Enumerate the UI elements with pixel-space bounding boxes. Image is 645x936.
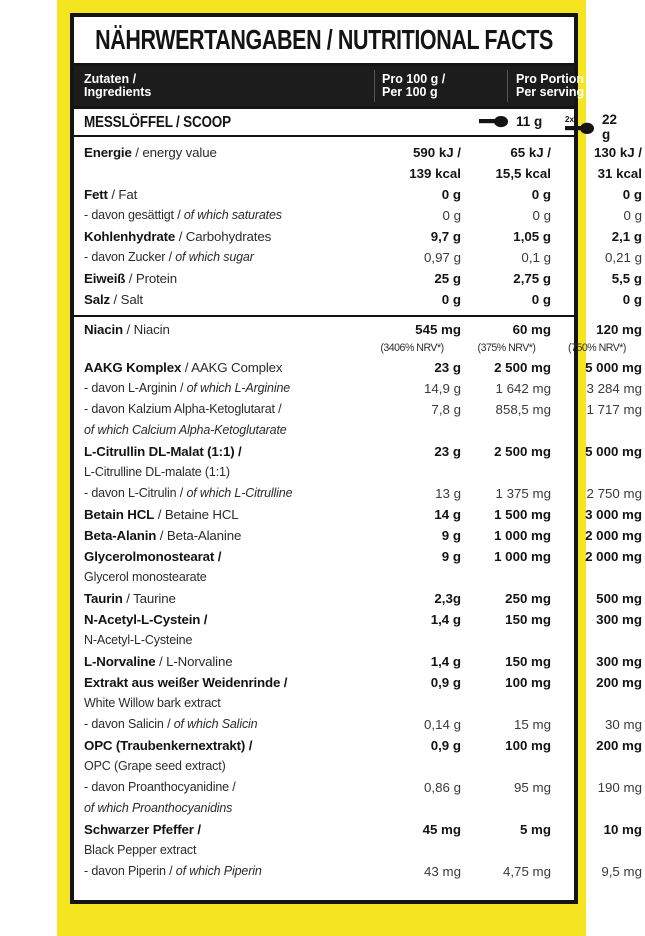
ingredient-name: Taurin / Taurine	[84, 591, 176, 606]
table-row	[74, 379, 642, 400]
ingredient-value: 30 mg	[605, 717, 642, 732]
ingredient-value: 1 642 mg	[495, 381, 551, 396]
ingredient-value: 25 g	[434, 271, 461, 286]
ingredients-label-de: Zutaten /	[84, 71, 137, 86]
ingredient-value: 15 mg	[514, 717, 551, 732]
column-header-per-serving	[512, 66, 645, 106]
ingredient-value: 250 mg	[505, 591, 551, 606]
ingredient-value: 60 mg	[512, 322, 551, 337]
ingredient-name: - davon L-Citrulin / of which L-Citrulline	[84, 486, 293, 500]
ingredient-value: 0 g	[532, 208, 551, 223]
ingredient-value: 2,75 g	[513, 271, 551, 286]
ingredient-value: 3 284 mg	[586, 381, 642, 396]
table-row	[74, 227, 642, 248]
ingredient-name: - davon Kalzium Alpha-Ketoglutarat /	[84, 402, 282, 416]
table-row	[74, 164, 642, 185]
table-row	[74, 341, 626, 358]
per100-label-en: Per 100 g	[382, 85, 438, 99]
ingredient-name: Energie / energy value	[84, 145, 217, 160]
ingredients-label-en: Ingredients	[84, 85, 152, 99]
ingredient-value: 200 mg	[596, 738, 642, 753]
ingredient-value: 858,5 mg	[495, 402, 551, 417]
ingredient-value: 45 mg	[422, 822, 461, 837]
table-row	[74, 463, 574, 484]
perserving-label-en: Per serving	[516, 85, 585, 99]
table-row	[74, 400, 642, 421]
ingredient-value: 9 g	[441, 528, 461, 543]
column-header-band	[74, 66, 591, 109]
table-row	[74, 757, 574, 778]
ingredient-name: - davon gesättigt / of which saturates	[84, 208, 282, 222]
table-row	[74, 568, 574, 589]
ingredient-value: 190 mg	[597, 780, 642, 795]
ingredient-value: 130 kJ /	[593, 145, 642, 160]
ingredient-name: Niacin / Niacin	[84, 322, 170, 337]
table-row	[74, 841, 574, 862]
table-row	[74, 442, 642, 463]
ingredient-value: 1,05 g	[513, 229, 551, 244]
ingredient-value: 14,9 g	[424, 381, 461, 396]
table-row	[74, 673, 642, 694]
ingredient-value: 0 g	[531, 187, 551, 202]
ingredient-name: - davon Piperin / of which Piperin	[84, 864, 262, 878]
ingredient-value: 5,5 g	[611, 271, 642, 286]
active-ingredient-rows	[74, 320, 642, 883]
scoop-single-amount: 11 g	[516, 113, 543, 129]
nutritional-facts-panel	[70, 13, 642, 904]
ingredient-value: 300 mg	[596, 612, 642, 627]
ingredient-name: N-Acetyl-L-Cystein /	[84, 612, 208, 627]
table-row	[74, 185, 642, 206]
ingredient-value: 14 g	[434, 507, 461, 522]
ingredient-value: 0,1 g	[521, 250, 551, 265]
scoop-double-serving	[564, 112, 617, 142]
ingredient-value: 200 mg	[596, 675, 642, 690]
ingredient-name: OPC (Grape seed extract)	[84, 759, 226, 773]
ingredient-value: 1 717 mg	[586, 402, 642, 417]
ingredient-value: 1,4 g	[430, 654, 461, 669]
scoop-multiplier-label: 2x	[565, 115, 574, 124]
ingredient-name: of which Calcium Alpha-Ketoglutarate	[84, 423, 287, 437]
ingredient-value: 300 mg	[596, 654, 642, 669]
ingredient-name: Black Pepper extract	[84, 843, 197, 857]
scoop-icon	[478, 112, 512, 130]
table-row	[74, 269, 642, 290]
ingredient-name: Betain HCL / Betaine HCL	[84, 507, 239, 522]
ingredient-value: 2 750 mg	[586, 486, 642, 501]
ingredient-value: 3 000 mg	[585, 507, 642, 522]
table-row	[74, 547, 642, 568]
ingredient-value: 0 g	[531, 292, 551, 307]
ingredient-value: 1 000 mg	[494, 549, 551, 564]
ingredient-name: Extrakt aus weißer Weidenrinde /	[84, 675, 288, 690]
scoop-icon-double	[564, 115, 598, 136]
table-row	[74, 736, 642, 757]
ingredient-value: 2 000 mg	[585, 528, 642, 543]
ingredient-value: 31 kcal	[597, 166, 642, 181]
ingredient-value: 23 g	[434, 360, 461, 375]
ingredient-value: 5 000 mg	[585, 444, 642, 459]
facts-title-bar	[74, 17, 574, 66]
ingredient-name: Schwarzer Pfeffer /	[84, 822, 201, 837]
ingredient-value: 120 mg	[596, 322, 642, 337]
ingredient-name: - davon Salicin / of which Salicin	[84, 717, 258, 731]
ingredient-value: 0 g	[441, 187, 461, 202]
ingredient-name: Fett / Fat	[84, 187, 138, 202]
section-divider	[74, 315, 574, 317]
ingredient-name: L-Citrulline DL-malate (1:1)	[84, 465, 230, 479]
ingredient-value: 2 500 mg	[494, 360, 551, 375]
ingredient-value: 1 500 mg	[494, 507, 551, 522]
nrv-percentage: (375% NRV*)	[477, 342, 536, 354]
table-row	[74, 143, 642, 164]
ingredient-value: 4,75 mg	[502, 864, 551, 879]
table-row	[74, 862, 642, 883]
header-divider-1	[374, 70, 375, 102]
ingredient-value: 43 mg	[424, 864, 461, 879]
ingredient-name: Glycerolmonostearat /	[84, 549, 222, 564]
table-row	[74, 610, 642, 631]
ingredient-name: - davon L-Arginin / of which L-Arginine	[84, 381, 291, 395]
scoop-row-label: MESSLÖFFEL / SCOOP	[84, 113, 231, 131]
table-row	[74, 526, 642, 547]
ingredient-value: 0,97 g	[424, 250, 461, 265]
ingredient-value: 0,14 g	[424, 717, 461, 732]
ingredient-value: 139 kcal	[409, 166, 461, 181]
ingredient-name: Salz / Salt	[84, 292, 143, 307]
ingredient-name: of which Proanthocyanidins	[84, 801, 233, 815]
ingredient-name: Kohlenhydrate / Carbohydrates	[84, 229, 272, 244]
table-row	[74, 631, 574, 652]
ingredient-name: - davon Zucker / of which sugar	[84, 250, 254, 264]
scoop-single-serving	[478, 112, 542, 130]
ingredient-value: 10 mg	[603, 822, 642, 837]
page-title: NÄHRWERTANGABEN / NUTRITIONAL FACTS	[95, 24, 553, 55]
ingredient-value: 150 mg	[505, 654, 551, 669]
column-header-per-100g	[378, 66, 510, 106]
ingredient-value: 0 g	[441, 292, 461, 307]
perserving-label-de: Pro Portion /	[516, 71, 591, 86]
table-row	[74, 694, 574, 715]
ingredient-value: 1,4 g	[430, 612, 461, 627]
ingredient-value: 2,3g	[434, 591, 461, 606]
nrv-percentage: (3406% NRV*)	[380, 342, 444, 354]
ingredient-name: OPC (Traubenkernextrakt) /	[84, 738, 253, 753]
ingredient-value: 0 g	[622, 292, 642, 307]
column-header-ingredients	[84, 66, 151, 106]
ingredient-value: 0 g	[623, 208, 642, 223]
ingredient-name: N-Acetyl-L-Cysteine	[84, 633, 193, 647]
ingredient-value: 150 mg	[505, 612, 551, 627]
ingredient-value: 7,8 g	[431, 402, 461, 417]
ingredient-value: 100 mg	[505, 675, 551, 690]
ingredient-name: Glycerol monostearate	[84, 570, 207, 584]
table-row	[74, 799, 574, 820]
ingredient-value: 5 000 mg	[585, 360, 642, 375]
ingredient-value: 1 375 mg	[495, 486, 551, 501]
ingredient-name: White Willow bark extract	[84, 696, 221, 710]
table-row	[74, 505, 642, 526]
table-row	[74, 589, 642, 610]
ingredient-name: Eiweiß / Protein	[84, 271, 177, 286]
table-row	[74, 778, 642, 799]
table-row	[74, 358, 642, 379]
ingredient-value: 5 mg	[519, 822, 551, 837]
ingredient-value: 500 mg	[596, 591, 642, 606]
table-row	[74, 421, 574, 442]
ingredient-value: 0,86 g	[424, 780, 461, 795]
scoop-row	[74, 109, 618, 142]
table-row	[74, 484, 642, 505]
ingredient-value: 0,9 g	[430, 675, 461, 690]
table-row	[74, 290, 642, 311]
ingredient-value: 15,5 kcal	[495, 166, 551, 181]
ingredient-value: 100 mg	[505, 738, 551, 753]
macronutrient-rows	[74, 143, 642, 311]
ingredient-name: AAKG Komplex / AAKG Complex	[84, 360, 283, 375]
nrv-percentage: (750% NRV*)	[568, 342, 626, 354]
ingredient-name: L-Citrullin DL-Malat (1:1) /	[84, 444, 242, 459]
ingredient-value: 9,5 mg	[601, 864, 642, 879]
ingredient-value: 1 000 mg	[494, 528, 551, 543]
ingredient-value: 95 mg	[514, 780, 551, 795]
table-row	[74, 206, 642, 227]
per100-label-de: Pro 100 g /	[382, 71, 446, 86]
ingredient-value: 545 mg	[415, 322, 461, 337]
ingredient-value: 0,21 g	[605, 250, 642, 265]
ingredient-value: 9,7 g	[430, 229, 461, 244]
ingredient-value: 2 500 mg	[494, 444, 551, 459]
table-row	[74, 248, 642, 269]
ingredient-value: 2,1 g	[611, 229, 642, 244]
table-row	[74, 715, 642, 736]
ingredient-value: 23 g	[434, 444, 461, 459]
ingredient-name: L-Norvaline / L-Norvaline	[84, 654, 233, 669]
scoop-double-amount: 22 g	[602, 112, 618, 142]
ingredient-value: 590 kJ /	[412, 145, 461, 160]
ingredient-value: 0,9 g	[430, 738, 461, 753]
ingredient-value: 2 000 mg	[585, 549, 642, 564]
ingredient-value: 13 g	[435, 486, 461, 501]
ingredient-value: 0 g	[442, 208, 461, 223]
ingredient-value: 65 kJ /	[510, 145, 551, 160]
ingredient-value: 9 g	[441, 549, 461, 564]
ingredient-name: Beta-Alanin / Beta-Alanine	[84, 528, 242, 543]
table-row	[74, 652, 642, 673]
table-row	[74, 820, 642, 841]
ingredient-value: 0 g	[622, 187, 642, 202]
ingredient-name: - davon Proanthocyanidine /	[84, 780, 236, 794]
table-row	[74, 320, 642, 341]
